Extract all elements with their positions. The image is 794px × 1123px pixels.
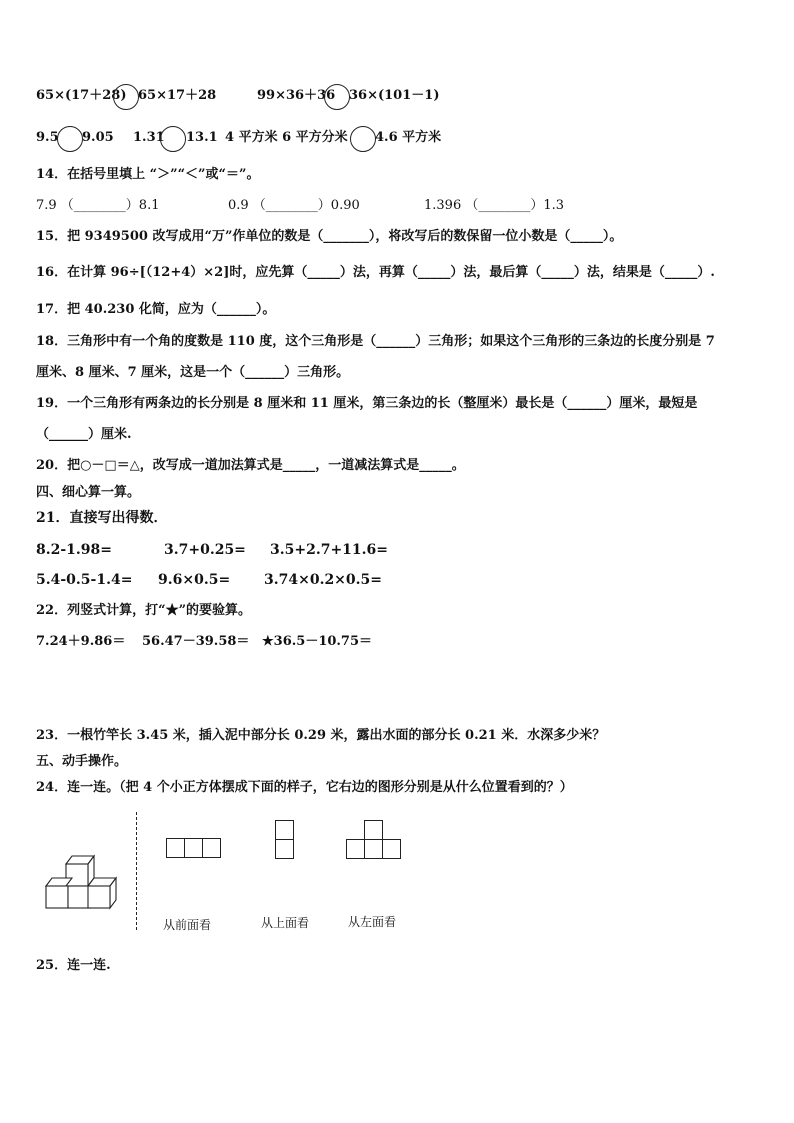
q20-prompt: 20．把○－□＝△，改写成一道加法算式是_____，一道减法算式是_____。 bbox=[36, 458, 465, 473]
q18-prompt-line1: 18．三角形中有一个角的度数是 110 度，这个三角形是（______）三角形；如果这个三角形的三条边的长度分别是 7 bbox=[36, 334, 715, 349]
q13-expr-1b: 65×17＋28 bbox=[138, 88, 217, 103]
q22-prompt: 22．列竖式计算，打“★”的要验算。 bbox=[36, 603, 252, 618]
q14-prompt: 14．在括号里填上 “＞”“＜”或“＝”。 bbox=[36, 167, 260, 182]
q13-expr-3a: 9.5 bbox=[36, 130, 59, 145]
caption-front-view[interactable]: 从前面看 bbox=[163, 918, 212, 932]
q16-prompt: 16．在计算 96÷[（12+4）×2]时，应先算（_____）法，再算（_____）法，最后算（_____）法，结果是（_____）. bbox=[36, 265, 715, 280]
q22-item-2: 56.47－39.58＝ bbox=[142, 634, 250, 649]
caption-top-view[interactable]: 从上面看 bbox=[261, 916, 310, 930]
q13-expr-1a: 65×(17＋28) bbox=[36, 88, 127, 103]
view-top[interactable] bbox=[275, 820, 295, 860]
q13-expr-4a: 1.31 bbox=[133, 130, 165, 145]
q13-expr-5b: 4.6 平方米 bbox=[375, 130, 442, 145]
q21-row2 bbox=[36, 572, 436, 590]
q13-row2 bbox=[36, 130, 456, 150]
section-4-heading: 四、细心算一算。 bbox=[36, 485, 141, 500]
q13-expr-5a: 4 平方米 6 平方分米 bbox=[225, 130, 348, 145]
q21-item: 3.74×0.2×0.5= bbox=[264, 572, 383, 588]
q21-item: 3.5+2.7+11.6= bbox=[270, 542, 389, 558]
q22-item-1: 7.24＋9.86＝ bbox=[36, 634, 126, 649]
q24-figure bbox=[0, 800, 794, 940]
compare-circle[interactable] bbox=[113, 84, 139, 110]
q25-prompt: 25．连一连. bbox=[36, 958, 111, 973]
view-square bbox=[275, 839, 294, 859]
section-5-heading: 五、动手操作。 bbox=[36, 754, 128, 769]
view-square bbox=[166, 838, 185, 858]
cube-stack-figure bbox=[44, 845, 144, 915]
compare-circle[interactable] bbox=[324, 84, 350, 110]
q21-item: 8.2-1.98= bbox=[36, 542, 112, 558]
q22-items bbox=[36, 634, 436, 652]
view-square bbox=[275, 820, 294, 840]
view-square bbox=[382, 839, 401, 859]
compare-circle[interactable] bbox=[350, 126, 376, 152]
q13-expr-2a: 99×36＋36 bbox=[257, 88, 336, 103]
view-square bbox=[184, 838, 203, 858]
q19-prompt-line2: （______）厘米. bbox=[36, 427, 132, 442]
view-square bbox=[346, 839, 365, 859]
q17-prompt: 17．把 40.230 化简，应为（______）。 bbox=[36, 302, 276, 317]
view-square bbox=[202, 838, 221, 858]
q19-prompt-line1: 19．一个三角形有两条边的长分别是 8 厘米和 11 厘米，第三条边的长（整厘米）最长是（______）厘米，最短是 bbox=[36, 396, 698, 411]
q23-prompt: 23．一根竹竿长 3.45 米，插入泥中部分长 0.29 米，露出水面的部分长 0.21 米．水深多少米？ bbox=[36, 728, 606, 743]
view-square bbox=[364, 820, 383, 840]
caption-left-view[interactable]: 从左面看 bbox=[348, 915, 397, 929]
q21-prompt: 21．直接写出得数． bbox=[36, 510, 168, 526]
view-left[interactable] bbox=[346, 820, 402, 860]
q21-item: 9.6×0.5= bbox=[158, 572, 231, 588]
q13-expr-4b: 13.1 bbox=[186, 130, 218, 145]
compare-circle[interactable] bbox=[57, 126, 83, 152]
q21-item: 3.7+0.25= bbox=[164, 542, 246, 558]
dashed-divider bbox=[136, 812, 137, 930]
q14-item-2: 0.9 （________）0.90 bbox=[228, 198, 360, 213]
q14-item-3: 1.396 （________）1.3 bbox=[424, 198, 565, 213]
q18-prompt-line2: 厘米、8 厘米、7 厘米，这是一个（______）三角形。 bbox=[36, 365, 350, 380]
q13-row1 bbox=[36, 88, 456, 108]
q24-prompt: 24．连一连。（把 4 个小正方体摆成下面的样子，它右边的图形分别是从什么位置看到的？） bbox=[36, 780, 573, 795]
q14-item-1: 7.9 （________）8.1 bbox=[36, 198, 160, 213]
view-square bbox=[364, 839, 383, 859]
q13-expr-2b: 36×(101－1) bbox=[349, 88, 440, 103]
q21-row1 bbox=[36, 542, 436, 560]
q15-prompt: 15．把 9349500 改写成用“万”作单位的数是（_______），将改写后的数保留一位小数是（_____）。 bbox=[36, 229, 623, 244]
q22-item-3: ★36.5－10.75＝ bbox=[262, 634, 373, 649]
compare-circle[interactable] bbox=[160, 126, 186, 152]
q13-expr-3b: 9.05 bbox=[82, 130, 114, 145]
q21-item: 5.4-0.5-1.4= bbox=[36, 572, 133, 588]
view-front[interactable] bbox=[166, 838, 222, 858]
q14-items bbox=[36, 198, 596, 216]
